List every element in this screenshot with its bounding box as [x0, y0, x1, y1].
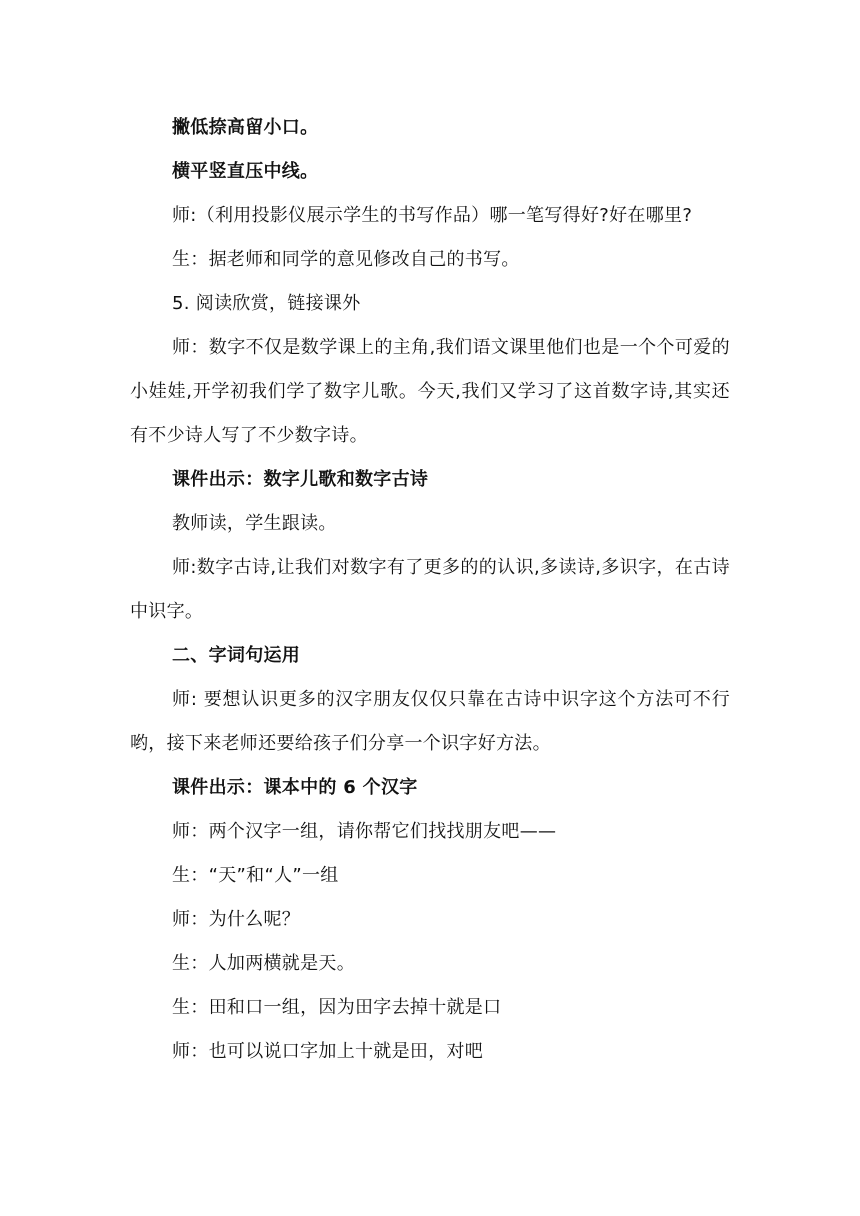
paragraph-writing-rule-2: 横平竖直压中线。	[172, 161, 319, 182]
paragraph-courseware-poems: 课件出示：数字儿歌和数字古诗	[172, 469, 429, 490]
paragraph-student-tian-kou: 生：田和口一组，因为田字去掉十就是口	[172, 997, 502, 1018]
paragraph-teacher-why: 师：为什么呢？	[172, 909, 301, 930]
paragraph-student-revise: 生：据老师和同学的意见修改自己的书写。	[172, 249, 520, 270]
paragraph-courseware-characters: 课件出示：课本中的 6 个汉字	[172, 777, 418, 798]
paragraph-section-reading: 5. 阅读欣赏，链接课外	[172, 293, 361, 314]
paragraph-teacher-projection: 师:（利用投影仪展示学生的书写作品）哪一笔写得好?好在哪里?	[172, 205, 693, 226]
document-body	[130, 106, 730, 1074]
paragraph-student-tian-ren: 生：“天”和“人”一组	[172, 865, 339, 886]
paragraph-teacher-reads: 教师读，学生跟读。	[172, 513, 337, 534]
paragraph-teacher-number-poems: 师：数字不仅是数学课上的主角,我们语文课里他们也是一个个可爱的小娃娃,开学初我们学了数字儿歌。今天,我们又学习了这首数字诗,其实还有不少诗人写了不少数字诗。	[130, 337, 730, 446]
paragraph-student-answer: 生：人加两横就是天。	[172, 953, 355, 974]
paragraph-writing-rule-1: 撇低捺高留小口。	[172, 117, 319, 138]
paragraph-teacher-method: 师: 要想认识更多的汉字朋友仅仅只靠在古诗中识字这个方法可不行哟，接下来老师还要给孩子们分享一个识字好方法。	[130, 689, 730, 754]
paragraph-teacher-group: 师：两个汉字一组，请你帮它们找找朋友吧——	[172, 821, 557, 842]
paragraph-teacher-summary: 师:数字古诗,让我们对数字有了更多的的认识,多读诗,多识字，在古诗中识字。	[130, 557, 730, 622]
section-heading-word-usage: 二、字词句运用	[172, 645, 301, 666]
paragraph-teacher-confirm: 师：也可以说口字加上十就是田，对吧	[172, 1041, 484, 1062]
